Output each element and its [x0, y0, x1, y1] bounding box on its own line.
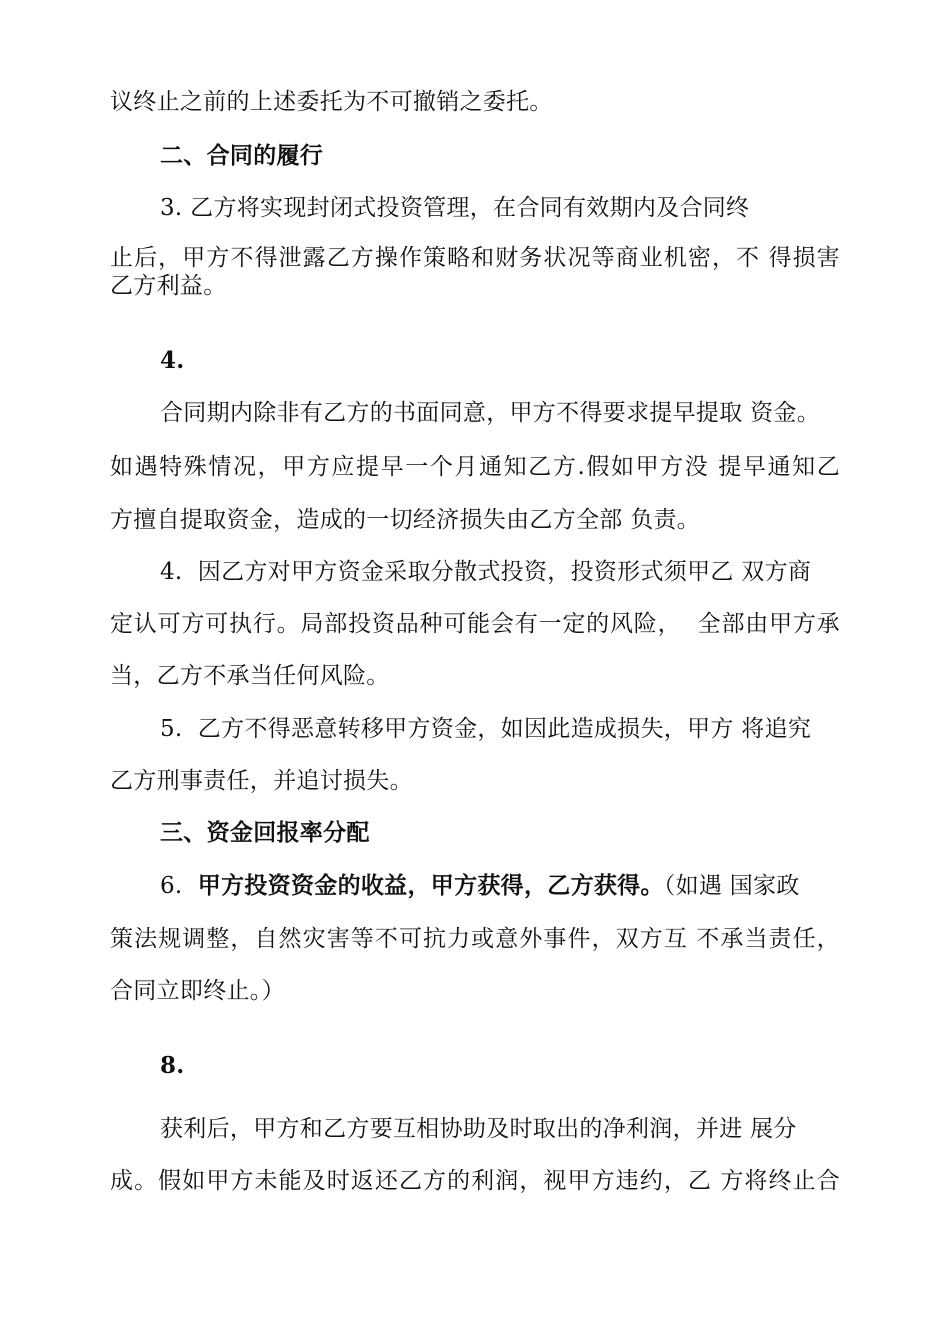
clause-number: 8. — [160, 1052, 185, 1079]
text-line: 成。假如甲方未能及时返还乙方的利润，视甲方违约，乙 方将终止合 — [110, 1168, 840, 1194]
text-line: 当，乙方不承当任何风险。 — [110, 663, 390, 689]
text-line: 如遇特殊情况，甲方应提早一个月通知乙方.假如甲方没 提早通知乙 — [110, 454, 840, 480]
clause-4-text: 合同期内除非有乙方的书面同意，甲方不得要求提早提取 资金。 — [160, 400, 821, 426]
text-line: 议终止之前的上述委托为不可撤销之委托。 — [110, 89, 553, 115]
clause-8-text: 获利后，甲方和乙方要互相协助及时取出的净利润，并进 展分 — [160, 1116, 797, 1142]
clause-5: 5. 乙方不得恶意转移甲方资金，如因此造成损失，甲方 将追究 — [160, 716, 812, 742]
text-line: 方擅自提取资金，造成的一切经济损失由乙方全部 负责。 — [110, 507, 701, 533]
text-line: 定认可方可执行。局部投资品种可能会有一定的风险， 全部由甲方承 — [110, 611, 840, 637]
text-line: 止后，甲方不得泄露乙方操作策略和财务状况等商业机密，不 得损害 — [110, 245, 840, 271]
text-line: 乙方刑事责任，并追讨损失。 — [110, 768, 413, 794]
clause-6-number: 6. — [160, 873, 198, 899]
clause-6-note: （如遇 国家政 — [663, 873, 800, 899]
text-line: 合同立即终止。） — [110, 978, 285, 1004]
clause-4b: 4. 因乙方对甲方资金采取分散式投资，投资形式须甲乙 双方商 — [160, 559, 812, 585]
section-heading: 二、合同的履行 — [160, 142, 324, 169]
section-heading: 三、资金回报率分配 — [160, 819, 370, 846]
clause-6 — [160, 871, 800, 901]
clause-3: 3. 乙方将实现封闭式投资管理，在合同有效期内及合同终 — [160, 195, 750, 221]
clause-6-bold-text: 甲方投资资金的收益，甲方获得，乙方获得。 — [197, 872, 664, 899]
clause-number: 4. — [160, 347, 185, 374]
text-line: 策法规调整，自然灾害等不可抗力或意外事件，双方互 不承当责任， — [110, 926, 840, 952]
text-line: 乙方利益。 — [110, 273, 227, 299]
